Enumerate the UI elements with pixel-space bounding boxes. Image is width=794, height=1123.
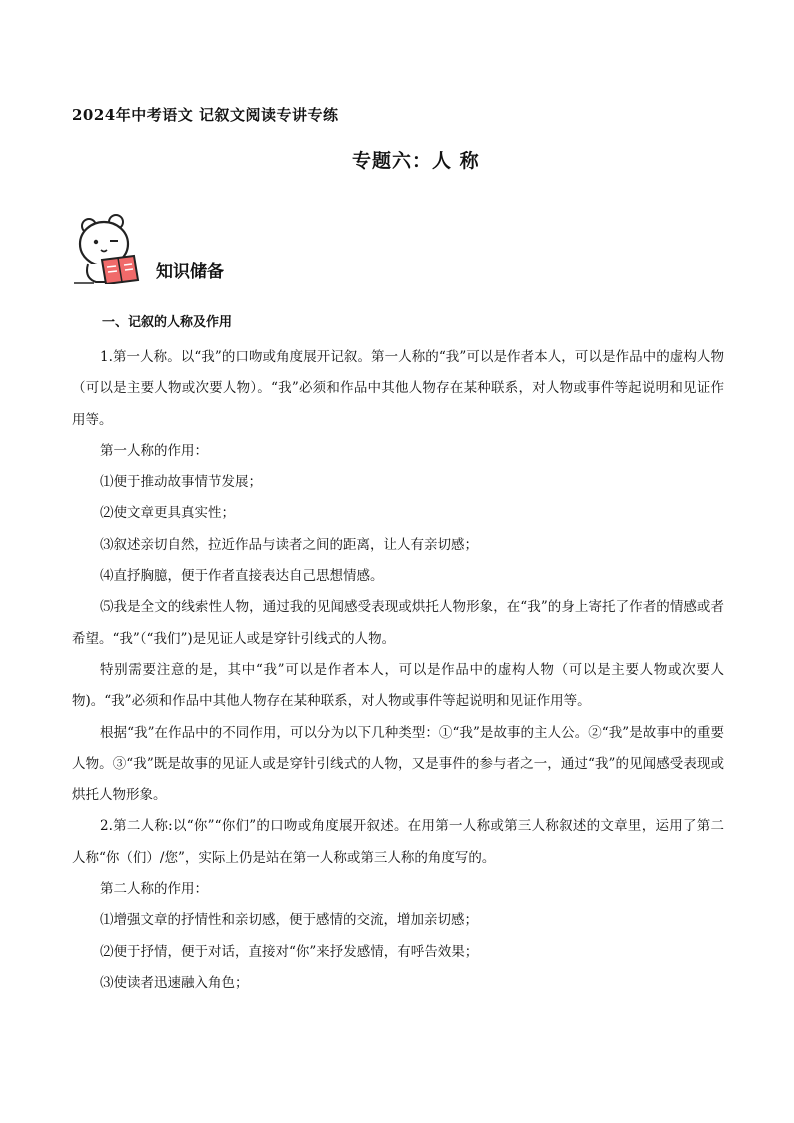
list-item: ⑴便于推动故事情节发展； — [100, 474, 262, 491]
list-item: ⑸我是全文的线索性人物，通过我的见闻感受表现或烘托人物形象，在“我”的身上寄托了作者的情感或者希望。“我”（“我们”)是见证人或是穿针引线式的人物。 — [72, 599, 724, 647]
paragraph: 1.第一人称。以“我”的口吻或角度展开记叙。第一人称的“我”可以是作者本人，可以是作品中的虚构人物（可以是主要人物或次要人物）。“我”必须和作品中其他人物存在某种联系，对人物或事件等起说明和见证作用等。 — [72, 349, 724, 428]
list-item: ⑷直抒胸臆，便于作者直接表达自己思想情感。 — [100, 568, 384, 585]
topic-title: 专题六：人 称 — [352, 150, 480, 172]
document-body — [72, 312, 724, 999]
list-item: ⑴增强文章的抒情性和亲切感，便于感情的交流，增加亲切感； — [100, 912, 478, 929]
list-item: ⑵便于抒情，便于对话，直接对“你”来抒发感情，有呼告效果； — [100, 943, 479, 960]
subsection-heading: 一、记叙的人称及作用 — [102, 315, 233, 330]
paragraph: 特别需要注意的是，其中“我”可以是作者本人，可以是作品中的虚构人物（可以是主要人物或次要人物)。“我”必须和作品中其他人物存在某种联系，对人物或事件等起说明和见证作用等。 — [72, 661, 724, 710]
document-header: 2024年中考语文 记叙文阅读专讲专练 — [72, 106, 339, 124]
reading-bear-icon — [74, 212, 144, 284]
list-item: ⑵使文章更具真实性； — [100, 505, 235, 522]
list-item: ⑶使读者迅速融入角色； — [100, 974, 249, 991]
paragraph: 2.第二人称:以“你”“你们”的口吻或角度展开叙述。在用第一人称或第三人称叙述的文章里，运用了第二人称“你（们）/您”，实际上仍是站在第一人称或第三人称的角度写的。 — [72, 818, 724, 866]
paragraph: 根据“我”在作品中的不同作用，可以分为以下几种类型：①“我”是故事的主人公。②“我”是故事中的重要人物。③“我”既是故事的见证人或是穿针引线式的人物，又是事件的参与者之一，通过“我”的见闻感受表现或烘托人物形象。 — [72, 724, 724, 804]
paragraph: 第一人称的作用： — [100, 442, 208, 459]
paragraph: 第二人称的作用： — [100, 881, 208, 898]
section-heading: 知识储备 — [156, 262, 224, 282]
list-item: ⑶叙述亲切自然，拉近作品与读者之间的距离，让人有亲切感； — [100, 536, 478, 553]
